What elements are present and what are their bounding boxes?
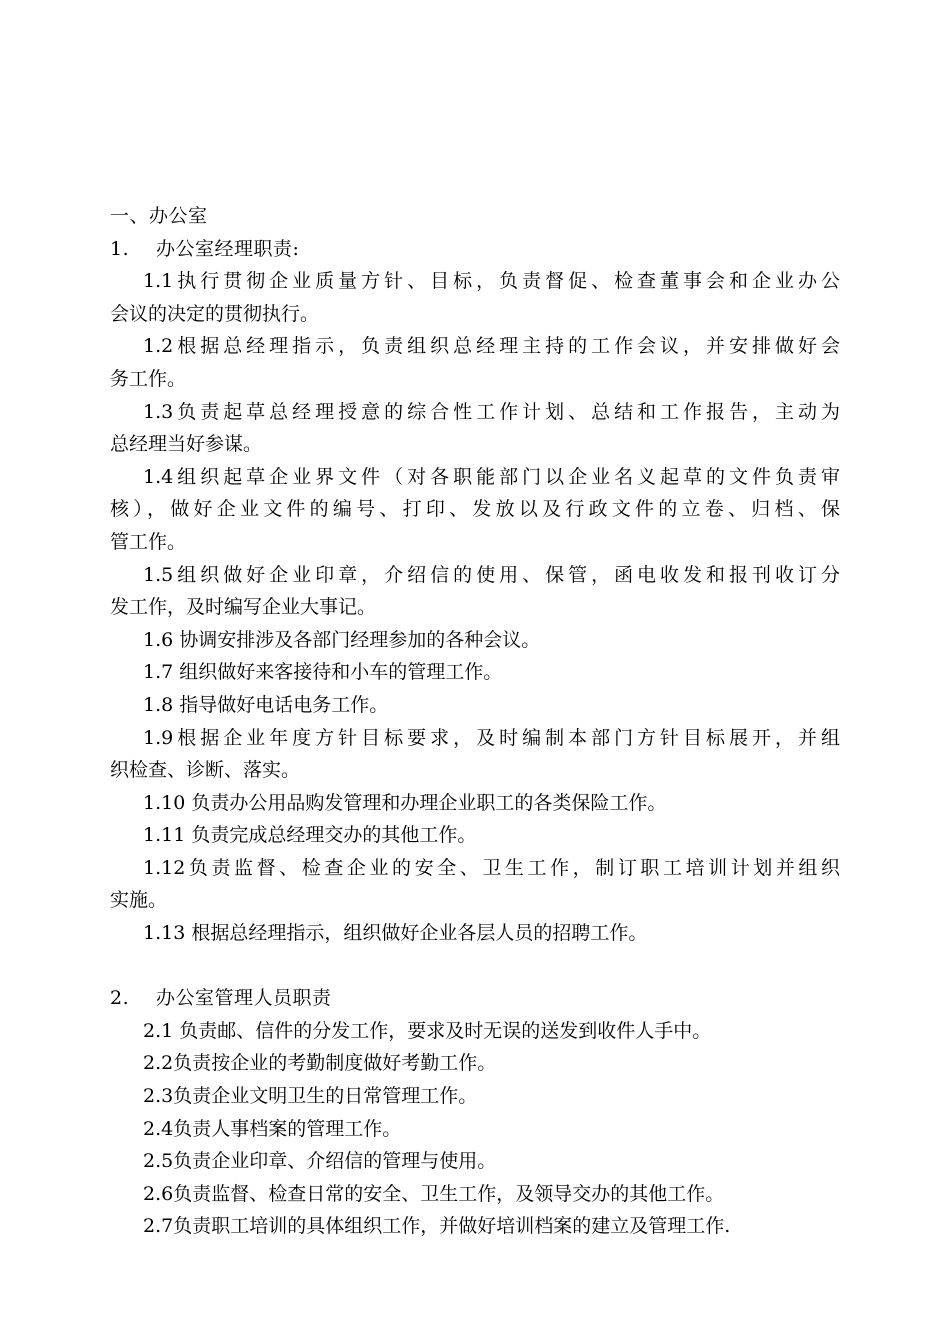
list-item	[110, 917, 840, 950]
item-line: 1.2根据总经理指示，负责组织总经理主持的工作会议，并安排做好会	[143, 335, 840, 358]
list-item	[110, 656, 840, 689]
section-1	[110, 233, 840, 950]
section-heading-text: 办公室经理职责:	[156, 237, 300, 260]
item-line: 会议的决定的贯彻执行。	[110, 302, 320, 325]
item-line: 1.12负责监督、检查企业的安全、卫生工作，制订职工培训计划并组织	[143, 856, 840, 879]
list-item	[110, 1015, 840, 1048]
item-line: 2.7负责职工培训的具体组织工作，并做好培训档案的建立及管理工作.	[143, 1215, 731, 1238]
list-item	[110, 689, 840, 722]
item-line: 1.1执行贯彻企业质量方针、目标，负责督促、检查董事会和企业办公	[143, 270, 840, 293]
list-item	[110, 1080, 840, 1113]
item-line: 2.5负责企业印章、介绍信的管理与使用。	[143, 1150, 497, 1173]
item-line: 1.9根据企业年度方针目标要求，及时编制本部门方针目标展开，并组	[143, 726, 840, 749]
item-line: 2.6负责监督、检查日常的安全、卫生工作，及领导交办的其他工作。	[143, 1182, 725, 1205]
section-title: 一、办公室	[110, 205, 208, 227]
item-line: 1.7 组织做好来客接待和小车的管理工作。	[143, 661, 503, 684]
section-spacer	[110, 950, 840, 983]
item-line: 1.5组织做好企业印章，介绍信的使用、保管，函电收发和报刊收订分	[143, 563, 840, 586]
list-item	[110, 1210, 840, 1243]
section-number: 2.	[110, 987, 130, 1010]
item-line: 发工作，及时编写企业大事记。	[110, 596, 377, 619]
item-line: 1.4组织起草企业界文件（对各职能部门以企业名义起草的文件负责审	[143, 465, 840, 488]
item-line: 1.10 负责办公用品购发管理和办理企业职工的各类保险工作。	[143, 791, 667, 814]
item-line: 管工作。	[110, 530, 187, 553]
list-item	[110, 461, 840, 559]
section-2	[110, 982, 840, 1243]
item-line: 1.8 指导做好电话电务工作。	[143, 693, 389, 716]
list-item	[110, 265, 840, 330]
section-heading	[110, 233, 840, 266]
item-line: 2.4负责人事档案的管理工作。	[143, 1117, 402, 1140]
item-line: 2.3负责企业文明卫生的日常管理工作。	[143, 1085, 478, 1108]
list-item	[110, 722, 840, 787]
list-item	[110, 330, 840, 395]
item-line: 1.11 负责完成总经理交办的其他工作。	[143, 824, 477, 847]
list-item	[110, 396, 840, 461]
list-item	[110, 1178, 840, 1211]
list-item	[110, 624, 840, 657]
item-line: 实施。	[110, 889, 168, 912]
item-line: 核），做好企业文件的编号、打印、发放以及行政文件的立卷、归档、保	[110, 498, 840, 521]
list-item	[110, 1113, 840, 1146]
list-item	[110, 1047, 840, 1080]
section-number: 1.	[110, 237, 130, 260]
item-line: 2.1 负责邮、信件的分发工作，要求及时无误的送发到收件人手中。	[143, 1019, 712, 1042]
item-line: 总经理当好参谋。	[110, 433, 263, 456]
list-item	[110, 559, 840, 624]
item-line: 务工作。	[110, 367, 187, 390]
section-heading-text: 办公室管理人员职责	[156, 987, 332, 1010]
item-line: 织检查、诊断、落实。	[110, 759, 301, 782]
section-heading	[110, 982, 840, 1015]
item-line: 1.6 协调安排涉及各部门经理参加的各种会议。	[143, 628, 541, 651]
document-page	[110, 200, 840, 1243]
list-item	[110, 819, 840, 852]
item-line: 2.2负责按企业的考勤制度做好考勤工作。	[143, 1052, 497, 1075]
item-line: 1.3负责起草总经理授意的综合性工作计划、总结和工作报告，主动为	[143, 400, 840, 423]
list-item	[110, 787, 840, 820]
item-line: 1.13 根据总经理指示，组织做好企业各层人员的招聘工作。	[143, 922, 648, 945]
list-item	[110, 1145, 840, 1178]
list-item	[110, 852, 840, 917]
